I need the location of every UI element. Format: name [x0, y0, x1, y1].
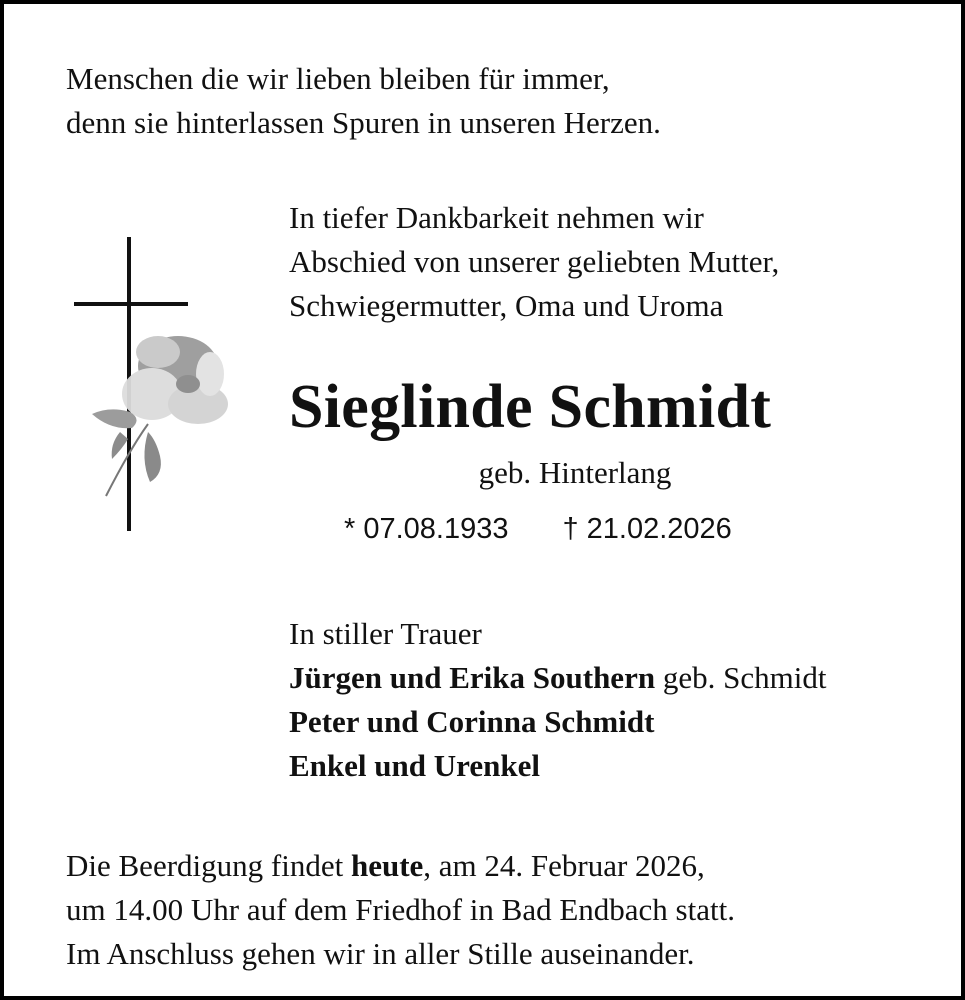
mourner-entry — [289, 656, 826, 700]
life-dates — [344, 507, 732, 551]
funeral-line — [66, 844, 735, 888]
deceased-name: Sieglinde Schmidt — [289, 373, 772, 441]
motto-line: Menschen die wir lieben bleiben für immer, — [66, 61, 610, 96]
mourner-names: Peter und Corinna Schmidt — [289, 704, 655, 739]
mourner-note: geb. Schmidt — [655, 660, 827, 695]
maiden-name-row — [4, 451, 965, 495]
funeral-text: , am 24. Februar 2026, — [423, 848, 705, 883]
mourners-heading: In stiller Trauer — [289, 616, 482, 651]
maiden-name: geb. Hinterlang — [478, 455, 672, 490]
intro-line: In tiefer Dankbarkeit nehmen wir — [289, 200, 704, 235]
birth-date: * 07.08.1933 — [344, 513, 509, 545]
death-date: † 21.02.2026 — [562, 513, 732, 545]
mourner-names: Enkel und Urenkel — [289, 748, 540, 783]
motto-line: denn sie hinterlassen Spuren in unseren Herzen. — [66, 105, 661, 140]
funeral-info — [66, 844, 735, 976]
motto-quote — [66, 57, 661, 145]
funeral-line: um 14.00 Uhr auf dem Friedhof in Bad Endbach statt. — [66, 892, 735, 927]
intro-line: Abschied von unserer geliebten Mutter, — [289, 244, 780, 279]
mourner-entry — [289, 744, 826, 788]
funeral-line: Im Anschluss gehen wir in aller Stille auseinander. — [66, 936, 695, 971]
mourner-entry — [289, 700, 826, 744]
funeral-emphasis: heute — [350, 848, 424, 883]
intro-text — [289, 196, 779, 328]
intro-line: Schwiegermutter, Oma und Uroma — [289, 288, 724, 323]
funeral-text: Die Beerdigung findet — [66, 848, 351, 883]
mourner-names: Jürgen und Erika Southern — [289, 660, 656, 695]
mourners-block — [289, 612, 826, 788]
